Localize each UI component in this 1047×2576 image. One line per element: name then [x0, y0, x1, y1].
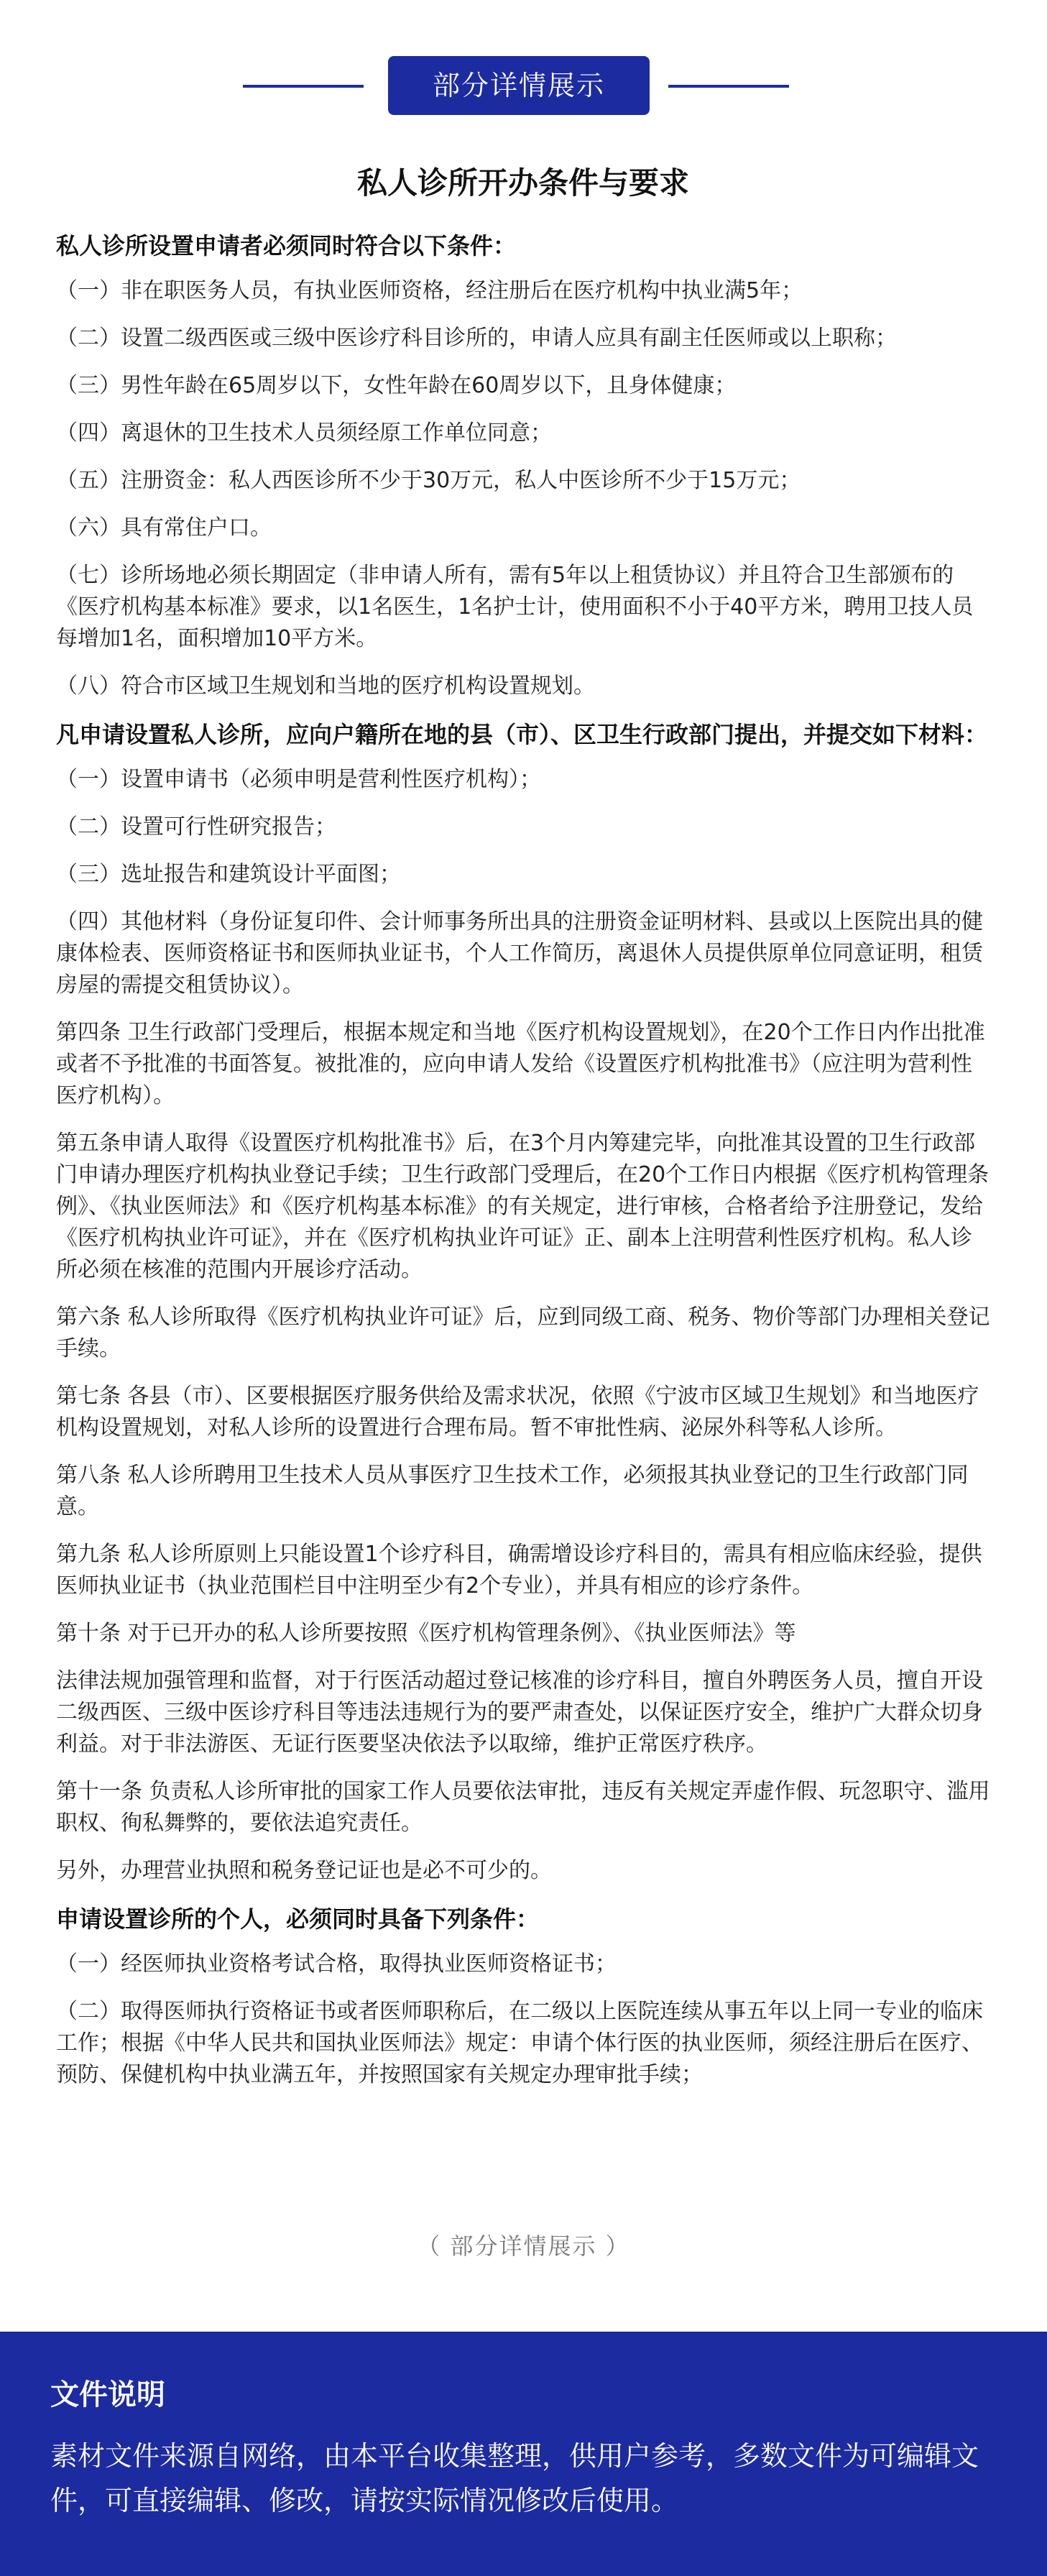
preview-caption: （ 部分详情展示 ）	[417, 2232, 630, 2260]
paragraph: （四）其他材料（身份证复印件、会计师事务所出具的注册资金证明材料、县或以上医院出具的健康体检表、医师资格证书和医师执业证书，个人工作简历，离退休人员提供原单位同意证明，租赁房屋的需提交租赁协议）。	[56, 909, 983, 998]
paragraph: 第七条 各县（市）、区要根据医疗服务供给及需求状况，依照《宁波市区域卫生规划》和当地医疗机构设置规划，对私人诊所的设置进行合理布局。暂不审批性病、泌尿外科等私人诊所。	[56, 1384, 979, 1440]
paragraph: 第六条 私人诊所取得《医疗机构执业许可证》后，应到同级工商、税务、物价等部门办理相关登记手续。	[56, 1305, 990, 1361]
paragraph: （二）设置二级西医或三级中医诊疗科目诊所的，申请人应具有副主任医师或以上职称；	[56, 326, 897, 351]
paragraph: 第五条申请人取得《设置医疗机构批准书》后，在3个月内筹建完毕，向批准其设置的卫生行政部门申请办理医疗机构执业登记手续；卫生行政部门受理后，在20个工作日内根据《医疗机构管理条例》、《执业医师法》和《医疗机构基本标准》的有关规定，进行审核，合格者给予注册登记，发给《医疗机构执业许可证》，并在《医疗机构执业许可证》正、副本上注明营利性医疗机构。私人诊所必须在核准的范围内开展诊疗活动。	[56, 1131, 990, 1282]
paragraph: （一）设置申请书（必须申明是营利性医疗机构）；	[56, 767, 541, 792]
section-heading: 申请设置诊所的个人，必须同时具备下列条件：	[56, 1905, 540, 1933]
paragraph: 第十条 对于已开办的私人诊所要按照《医疗机构管理条例》、《执业医师法》等	[56, 1621, 796, 1646]
section-badge: 部分详情展示	[388, 56, 650, 115]
paragraph: （七）诊所场地必须长期固定（非申请人所有，需有5年以上租赁协议）并且符合卫生部颁布的《医疗机构基本标准》要求，以1名医生，1名护士计，使用面积不小于40平方米，聘用卫技人员每增加1名，面积增加10平方米。	[56, 563, 974, 651]
section-header	[0, 56, 1047, 116]
document-title: 私人诊所开办条件与要求	[356, 165, 689, 201]
paragraph: （五）注册资金：私人西医诊所不少于30万元，私人中医诊所不少于15万元；	[56, 468, 801, 493]
header-divider-right	[668, 85, 789, 88]
paragraph: 第十一条 负责私人诊所审批的国家工作人员要依法审批，违反有关规定弄虚作假、玩忽职守、滥用职权、徇私舞弊的，要依法追究责任。	[56, 1779, 990, 1836]
paragraph: 另外，办理营业执照和税务登记证也是必不可少的。	[56, 1858, 552, 1883]
paragraph: 第八条 私人诊所聘用卫生技术人员从事医疗卫生技术工作，必须报其执业登记的卫生行政部门同意。	[56, 1463, 969, 1519]
paragraph: （二）设置可行性研究报告；	[56, 814, 336, 840]
paragraph: （二）取得医师执行资格证书或者医师职称后，在二级以上医院连续从事五年以上同一专业的临床工作；根据《中华人民共和国执业医师法》规定：申请个体行医的执业医师，须经注册后在医疗、预防、保健机构中执业满五年，并按照国家有关规定办理审批手续；	[56, 1999, 983, 2087]
section-heading: 私人诊所设置申请者必须同时符合以下条件：	[56, 232, 517, 259]
paragraph: （三）选址报告和建筑设计平面图；	[56, 862, 401, 887]
document-body	[56, 162, 990, 2107]
paragraph: 第四条 卫生行政部门受理后，根据本规定和当地《医疗机构设置规划》，在20个工作日内作出批准或者不予批准的书面答复。被批准的，应向申请人发给《设置医疗机构批准书》（应注明为营利性医疗机构）。	[56, 1020, 985, 1108]
file-info-title: 文件说明	[50, 2378, 165, 2411]
paragraph: （一）非在职医务人员，有执业医师资格，经注册后在医疗机构中执业满5年；	[56, 278, 803, 303]
paragraph: 第九条 私人诊所原则上只能设置1个诊疗科目，确需增设诊疗科目的，需具有相应临床经验，提供医师执业证书（执业范围栏目中注明至少有2个专业），并具有相应的诊疗条件。	[56, 1542, 982, 1598]
paragraph: 法律法规加强管理和监督，对于行医活动超过登记核准的诊疗科目，擅自外聘医务人员，擅自开设二级西医、三级中医诊疗科目等违法违规行为的要严肃查处，以保证医疗安全，维护广大群众切身利益。对于非法游医、无证行医要坚决依法予以取缔，维护正常医疗秩序。	[56, 1668, 983, 1757]
paragraph: （一）经医师执业资格考试合格，取得执业医师资格证书；	[56, 1951, 617, 1977]
paragraph: （六）具有常住户口。	[56, 515, 272, 540]
file-info-text: 素材文件来源自网络，由本平台收集整理，供用户参考，多数文件为可编辑文件，可直接编辑、修改，请按实际情况修改后使用。	[50, 2440, 979, 2516]
file-info-panel	[0, 2332, 1047, 2576]
paragraph: （三）男性年龄在65周岁以下，女性年龄在60周岁以下，且身体健康；	[56, 373, 737, 398]
paragraph: （八）符合市区域卫生规划和当地的医疗机构设置规划。	[56, 673, 595, 699]
section-heading: 凡申请设置私人诊所，应向户籍所在地的县（市）、区卫生行政部门提出，并提交如下材料：	[56, 721, 988, 748]
document-content	[56, 229, 990, 2091]
header-divider-left	[243, 85, 364, 88]
paragraph: （四）离退休的卫生技术人员须经原工作单位同意；	[56, 420, 552, 446]
